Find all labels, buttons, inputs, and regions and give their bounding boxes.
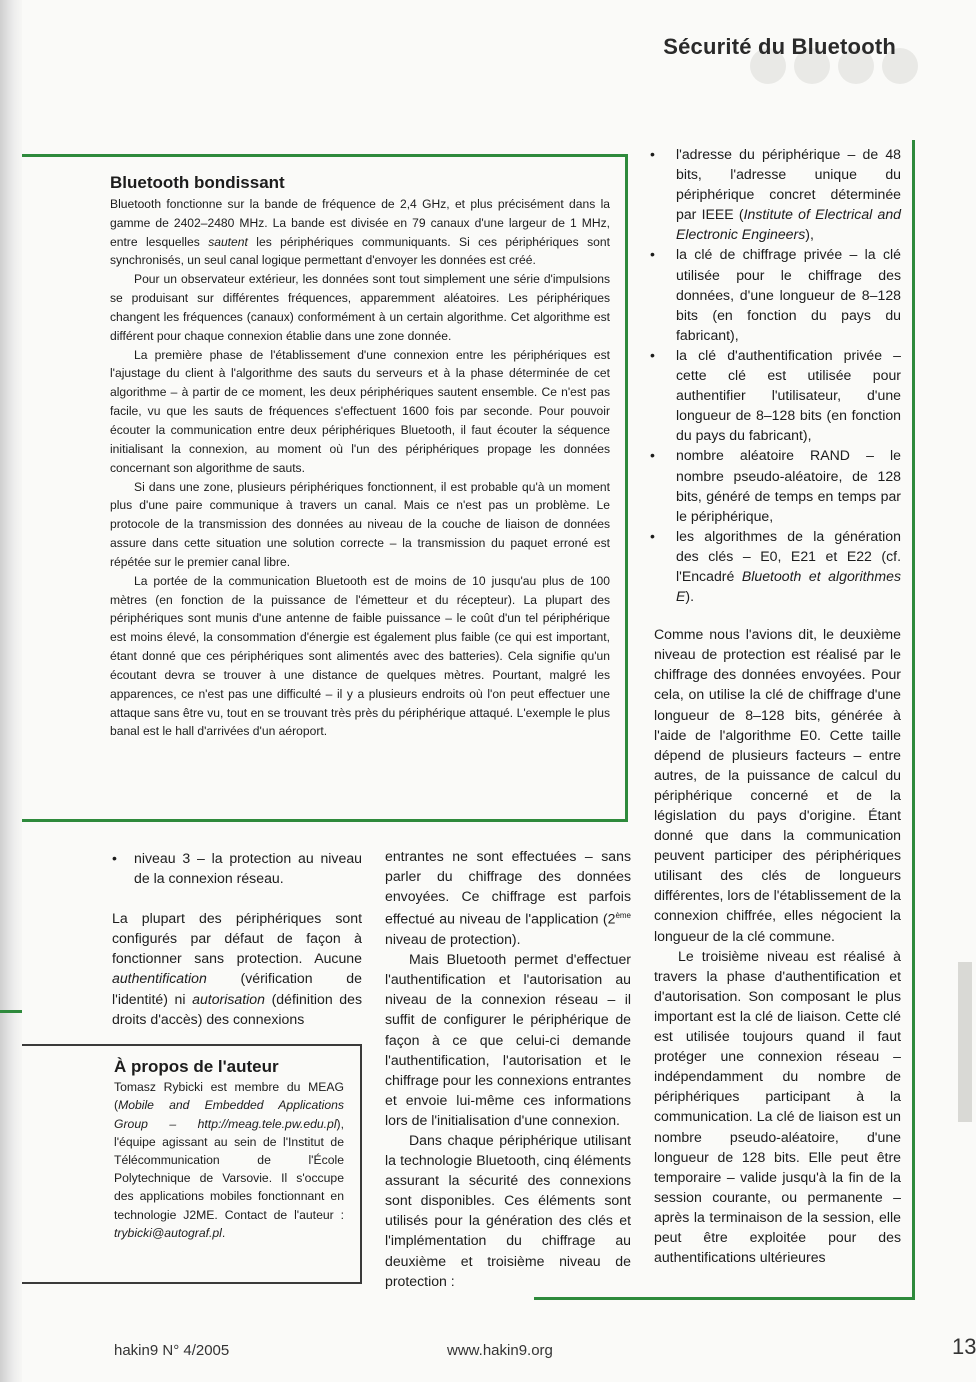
list-item: • niveau 3 – la protection au niveau de la connexion réseau. (112, 848, 362, 888)
body-paragraph: Dans chaque périphérique utilisant la technologie Bluetooth, cinq éléments assurant la sécurité des connexions sont disponibles. Ces éléments sont utilisés pour la génération des clés et l'implémentation du chiffrage au deuxième et troisième niveau de protection : (385, 1132, 631, 1289)
box-bottom-rule (22, 819, 628, 822)
column-middle (385, 846, 631, 1291)
sidebar-paragraph: Si dans une zone, plusieurs périphériques fonctionnent, il est probable qu'à un moment plus d'une paire communique à travers un canal. Mais ce n'est pas un problème. Le protocole de la transmission des données au niveau de la couche de liaison de données assure dans cette situation une solution correcte – la transmission du paquet erroné est répétée sur le premier canal libre. (110, 479, 610, 569)
sidebar-paragraph: Pour un observateur extérieur, les données sont tout simplement une série d'impulsions se produisant sur différentes fréquences, apparemment aléatoires. Les périphériques changent les fréquences (canaux) conformément à un certain algorithme. Cet algorithme est différent pour chaque connexion établie dans une zone donnée. (110, 272, 610, 343)
body-paragraph: Mais Bluetooth permet d'effectuer l'authentification et l'autorisation au niveau de la connexion réseau – il suffit de configurer le périphérique de façon à ce que celui-ci demande l'authentification, l'autorisation et le chiffrage pour les connexions entrantes et envoie lui-même ces informations lors de l'initialisation d'une connexion. (385, 951, 631, 1128)
author-box-top (22, 1044, 362, 1046)
footer-url: www.hakin9.org (447, 1342, 553, 1359)
column-left (112, 848, 362, 1029)
body-paragraph: Le troisième niveau est réalisé à travers la phase d'authentification et d'autorisation. Son composant le plus important est la clé de liaison. Cette clé est utilisée toujours quand il faut protéger une connexion réseau – indépendamment du nombre de périphériques participant à la communication. La clé de liaison est un nombre pseudo-aléatoire, d'une longueur de 128 bits. Elle peut être temporaire – valide jusqu'à la fin de la session courante, ou permanente – après la terminaison de la session, elle peut être exploitée pour des authentifications ultérieures (654, 947, 901, 1266)
column-right (654, 144, 901, 1267)
box-top-rule (22, 154, 628, 157)
list-item: • la clé de chiffrage privée – la clé utilisée pour le chiffrage des données, d'une longueur de 8–128 bits (en fonction du pays du fabricant), (654, 244, 901, 344)
bullet-list (112, 848, 362, 888)
left-edge-mark (0, 1010, 22, 1013)
sidebar-paragraph: Bluetooth fonctionne sur la bande de fréquence de 2,4 GHz, et plus précisément dans la gamme de 2402–2480 MHz. La bande est divisée en 79 canaux d'une largeur de 1 MHz, entre lesquelles sautent les périphériques communiquants. Si ces périphériques sont synchronisés, un seul canal logique permettant d'envoyer les données est créé. (110, 196, 610, 268)
bullet-list (654, 144, 901, 606)
page-header-title: Sécurité du Bluetooth (663, 34, 896, 59)
list-item: • l'adresse du périphérique – de 48 bits, l'adresse unique du périphérique concret déterminée par IEEE (Institute of Electrical and Electronic Engineers), (654, 144, 901, 244)
sidebar-paragraph: La portée de la communication Bluetooth est de moins de 10 jusqu'au plus de 100 mètres (en fonction de la puissance de l'émetteur et du récepteur). La plupart des périphériques sont munis d'une antenne de faible puissance – le coût d'un tel périphérique est moins élevé, la consommation d'énergie est également plus faible (ce qui est important, étant donné que ces périphériques sont alimentés avec des batteries). Cela signifie qu'un écoutant devra se trouver à une distance de quelques mètres. Pourtant, malgré les apparences, ce n'est pas une difficulté – il y a plusieurs endroits où l'on peut effectuer une attaque sans être vu, tout en se trouvant très près du périphérique attaqué. L'exemple le plus banal est le hall d'arrivées d'un aéroport. (110, 573, 610, 739)
box-right-rule (625, 154, 628, 822)
body-paragraph: entrantes ne sont effectuées – sans parler du chiffrage des données envoyées. Ce chiffrage est parfois effectué au niveau de l'application (2ème niveau de protection). (385, 848, 631, 948)
footer-issue: hakin9 N° 4/2005 (114, 1342, 230, 1359)
author-box-title: À propos de l'auteur (114, 1057, 279, 1076)
author-box-bottom (22, 1282, 362, 1284)
sidebar-bluetooth-bondissant (110, 174, 610, 741)
body-paragraph: La plupart des périphériques sont configurés par défaut de façon à fonctionner sans protection. Aucune authentification (vérification de l'identité) ni autorisation (définition des droits d'accès) des connexions (112, 910, 362, 1027)
author-bio: Tomasz Rybicki est membre du MEAG (Mobile and Embedded Applications Group – http://meag.tele.pw.edu.pl), l'équipe agissant au sein de l'Institut de Télécommunication de l'École Polytechnique de Varsovie. Il s'occupe des applications mobiles fonctionnant en technologie J2ME. Contact de l'auteur : trybicki@autograf.pl. (114, 1080, 344, 1240)
list-item: • nombre aléatoire RAND – le nombre pseudo-aléatoire, de 128 bits, généré de temps en temps par le périphérique, (654, 445, 901, 525)
page-number: 13 (952, 1334, 976, 1359)
author-box (114, 1058, 344, 1242)
author-box-right (360, 1044, 362, 1284)
binding-gutter (0, 0, 22, 1382)
list-item: • les algorithmes de la génération des clés – E0, E21 et E22 (cf. l'Encadré Bluetooth et algorithmes E). (654, 526, 901, 606)
page-edge-tab (958, 962, 972, 1122)
sidebar-paragraph: La première phase de l'établissement d'une connexion entre les périphériques est l'ajustage du client à l'algorithme des sauts du serveurs et à la phase déterminée de cet algorithme – à partir de ce moment, les deux périphériques sautent ensemble. Ce n'est pas facile, vu que les sauts de fréquences s'effectuent 1600 fois par seconde. Pour pouvoir écouter la communication entre deux périphériques Bluetooth, il faut écouter la séquence initialisant la connexion, au moment où l'un des périphériques propage les données concernant son algorithme de sauts. (110, 347, 610, 475)
column-frame-right (912, 140, 915, 1300)
body-paragraph: Comme nous l'avions dit, le deuxième niveau de protection est réalisé par le chiffrage des données envoyées. Pour cela, on utilise la clé de chiffrage d'une longueur de 8–128 bits, générée à l'aide de l'algorithme E0. Cette taille dépend de plusieurs facteurs – entre autres, de la puissance de calcul du périphérique concerné et de la législation du pays d'origine. Étant donné que dans la communication peuvent participer des périphériques utilisant des clés de longueurs différentes, lors de l'établissement de la connexion chiffrée, elles négocient la longueur de la clé commune. (654, 626, 901, 944)
sidebar-title: Bluetooth bondissant (110, 173, 285, 192)
list-item: • la clé d'authentification privée – cette clé est utilisée pour authentifier l'utilisateur, d'une longueur de 8–128 bits (en fonction du pays du fabricant), (654, 345, 901, 445)
column-frame-bottom (534, 1297, 915, 1300)
